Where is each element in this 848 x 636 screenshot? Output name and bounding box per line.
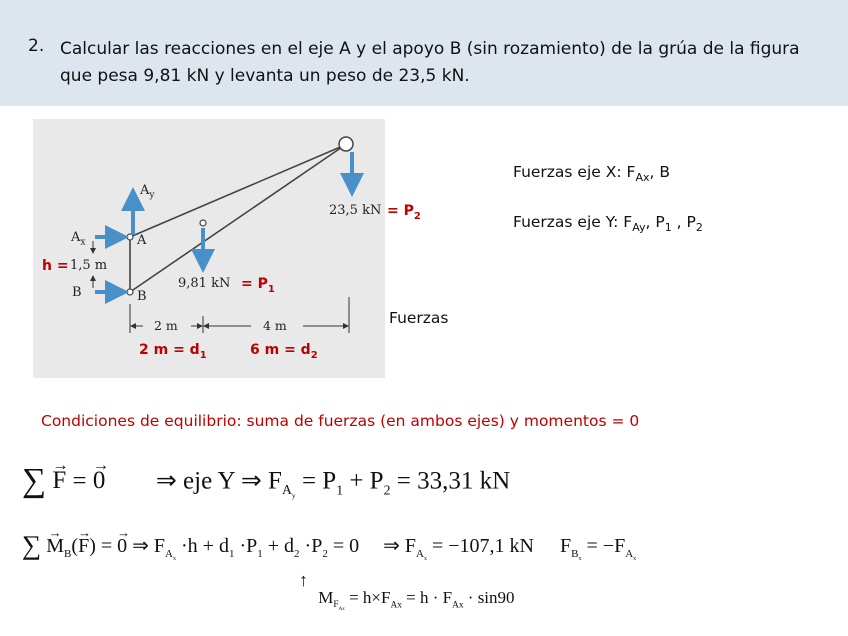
label-B: B [137,289,147,304]
center-of-gravity [200,220,206,226]
label-P2: = $P_2$ [387,203,421,222]
fax-result: ⇒ $F_{A_x} = -107,1$ kN [383,534,535,563]
label-h: h = [42,258,69,274]
forces-x-axis: Fuerzas eje X: $F_{Ax}$, B [513,163,670,185]
forces-y-axis: Fuerzas eje Y: $F_{Ay}$, $P_1$ , $P_2$ [513,213,703,235]
force-equation: ∑ → F = → 0 ⇒ eje Y ⇒ $F_{A_y} = P_1 + P_2 = 33,31$ kN [22,462,510,500]
dimension-2m: 2 m [154,318,178,333]
label-A: A [137,233,147,248]
label-B-force: B [72,285,82,300]
equilibrium-conditions: Condiciones de equilibrio: suma de fuerzas (en ambos ejes) y momentos = 0 [41,412,640,430]
moment-equation: ∑ → $M_B(\to F)$ = → 0 ⇒ $F_{A_x} \cdot h + d_1 \cdot P_1 + d_2 \cdot P_2 = 0$ ⇒ $F_{A_x} = -107,1$ kN $F_{B_x} = -F_{A_x}$ [22,530,636,562]
label-Ay: $A_y$ [140,183,155,201]
dimension-4m: 4 m [263,318,287,333]
label-d1: 2 $m = d_1$ [139,342,207,361]
question-header [0,0,848,106]
label-load-981: 9,81 kN [178,276,231,291]
question-number: 2. [28,36,45,56]
fbx-result: $F_{B_x} = -F_{A_x}$ [560,534,637,563]
moment-definition: ↑ $M_{F_{Ax}} = h\times F_{Ax} = h \cdot F_{Ax} \cdot \sin 90$ [299,570,515,613]
label-d2: 6 $m = d_2$ [250,342,318,361]
up-arrow-icon: ↑ [299,570,308,590]
label-h-value: 1,5 m [70,258,108,273]
label-Ax: $A_x$ [71,230,86,248]
label-fuerzas: Fuerzas [389,309,449,327]
question-text: Calcular las reacciones en el eje A y el apoyo B (sin rozamiento) de la grúa de la figura que pesa 9,81 kN y levanta un peso de 23,5 kN. [60,39,800,86]
crane-diagram [33,119,385,378]
label-load-23: 23,5 kN [329,203,382,218]
pulley [339,137,353,151]
joint-B [127,289,133,295]
label-P1: = $P_1$ [241,276,275,295]
